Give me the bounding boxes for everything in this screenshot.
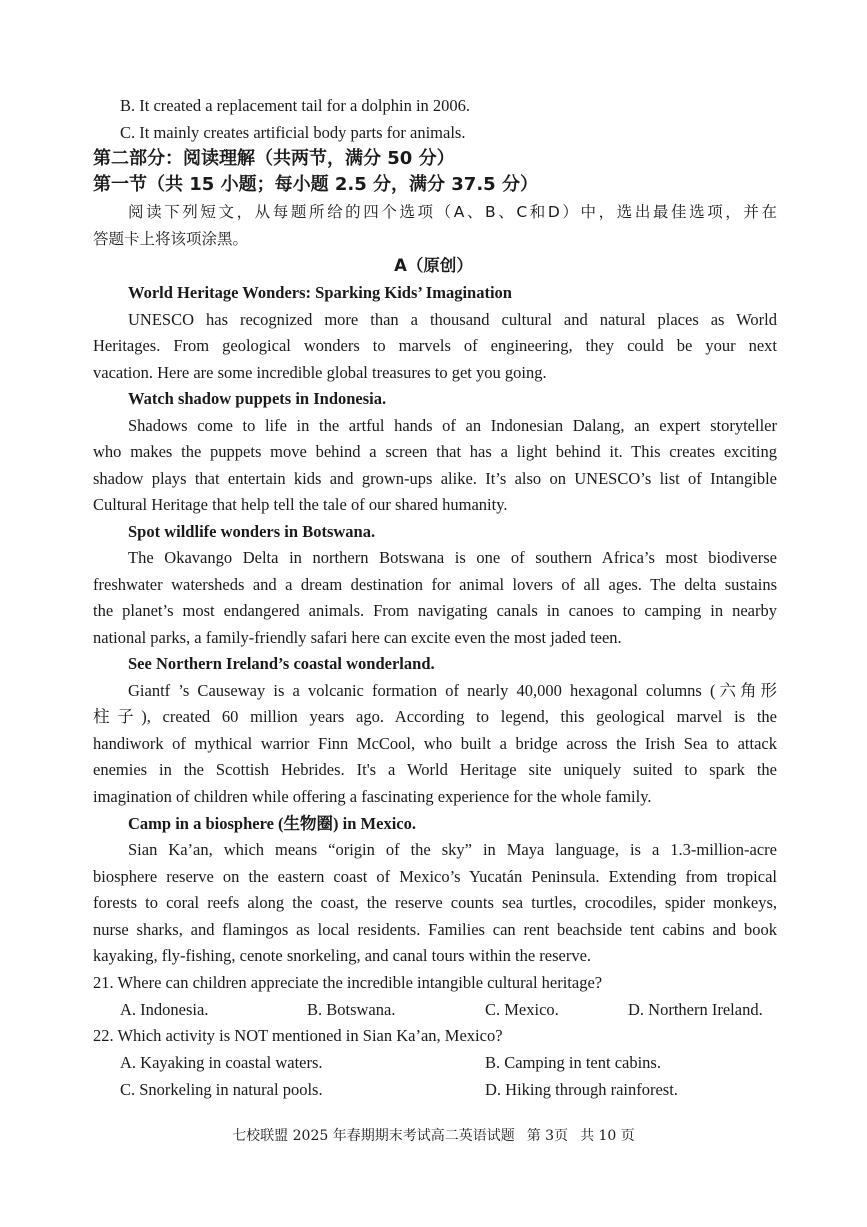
section-line: forests to coral reefs along the coast, the reserve counts sea turtles, crocodiles, spider monkeys, <box>93 893 777 912</box>
section-line: handiwork of mythical warrior Finn McCool, who built a bridge across the Irish Sea to attack <box>93 734 777 753</box>
section-line: freshwater watersheds and a dream destination for animal lovers of all ages. The delta sustains <box>93 575 777 594</box>
q21-option-c: C. Mexico. <box>485 1000 559 1019</box>
section-line: Giantf ’s Causeway is a volcanic formation of nearly 40,000 hexagonal columns (六角形 <box>128 681 777 700</box>
part-heading: 第二部分：阅读理解（共两节，满分 50 分） <box>93 148 455 169</box>
instructions-line-2: 答题卡上将该项涂黑。 <box>93 230 249 248</box>
intro-line: vacation. Here are some incredible global treasures to get you going. <box>93 363 547 382</box>
q21-option-d: D. Northern Ireland. <box>628 1000 763 1019</box>
q22-option-b: B. Camping in tent cabins. <box>485 1053 661 1072</box>
q21-option-b: B. Botswana. <box>307 1000 396 1019</box>
passage-label: A（原创） <box>394 256 473 275</box>
section-line: Cultural Heritage that help tell the tale of our shared humanity. <box>93 495 508 514</box>
question-21-stem: 21. Where can children appreciate the incredible intangible cultural heritage? <box>93 973 603 992</box>
prev-option-b: B. It created a replacement tail for a dolphin in 2006. <box>120 96 471 115</box>
section-line: who makes the puppets move behind a screen that has a light behind it. This creates exciting <box>93 442 777 461</box>
section-line: enemies in the Scottish Hebrides. It's a World Heritage site uniquely suited to spark the <box>93 760 777 779</box>
section-heading-indonesia: Watch shadow puppets in Indonesia. <box>128 389 387 408</box>
section-line: Sian Ka’an, which means “origin of the sky” in Maya language, is a 1.3-million-acre <box>128 840 777 859</box>
footer-title: 七校联盟 2025 年春期期末考试高二英语试题 <box>232 1128 515 1144</box>
page-footer <box>0 1126 867 1146</box>
section-line: 柱子), created 60 million years ago. According to legend, this geological marvel is the <box>93 707 777 726</box>
section-line: nurse sharks, and flamingos as local residents. Families can rent beachside tent cabins and book <box>93 920 777 939</box>
section-heading-mexico: Camp in a biosphere (生物圈) in Mexico. <box>128 814 416 833</box>
section-line: kayaking, fly-fishing, cenote snorkeling, and canal tours within the reserve. <box>93 946 592 965</box>
footer-page: 第 3页 <box>526 1128 569 1144</box>
section-line: the planet’s most endangered animals. From navigating canals in canoes to camping in nearby <box>93 601 777 620</box>
section-line: shadow plays that entertain kids and grown-ups alike. It’s also on UNESCO’s list of Intangible <box>93 469 777 488</box>
footer-total: 共 10 页 <box>580 1128 635 1144</box>
passage-title: World Heritage Wonders: Sparking Kids’ Imagination <box>128 283 512 302</box>
section-line: national parks, a family-friendly safari here can excite even the most jaded teen. <box>93 628 622 647</box>
q22-option-a: A. Kayaking in coastal waters. <box>120 1053 323 1072</box>
section-heading: 第一节（共 15 小题；每小题 2.5 分，满分 37.5 分） <box>93 174 538 195</box>
intro-line: UNESCO has recognized more than a thousand cultural and natural places as World <box>128 310 777 329</box>
q21-option-a: A. Indonesia. <box>120 1000 209 1019</box>
section-line: Shadows come to life in the artful hands of an Indonesian Dalang, an expert storyteller <box>128 416 777 435</box>
section-heading-northern-ireland: See Northern Ireland’s coastal wonderland. <box>128 654 435 673</box>
q22-option-d: D. Hiking through rainforest. <box>485 1080 678 1099</box>
instructions-line-1: 阅读下列短文，从每题所给的四个选项（A、B、C和D）中，选出最佳选项，并在 <box>128 203 777 221</box>
section-line: biosphere reserve on the eastern coast of Mexico’s Yucatán Peninsula. Extending from tropical <box>93 867 777 886</box>
intro-line: Heritages. From geological wonders to marvels of engineering, they could be your next <box>93 336 777 355</box>
question-22-stem: 22. Which activity is NOT mentioned in Sian Ka’an, Mexico? <box>93 1026 503 1045</box>
q22-option-c: C. Snorkeling in natural pools. <box>120 1080 323 1099</box>
section-line: imagination of children while offering a fascinating experience for the whole family. <box>93 787 652 806</box>
section-line: The Okavango Delta in northern Botswana is one of southern Africa’s most biodiverse <box>128 548 777 567</box>
prev-option-c: C. It mainly creates artificial body parts for animals. <box>120 123 466 142</box>
section-heading-botswana: Spot wildlife wonders in Botswana. <box>128 522 376 541</box>
